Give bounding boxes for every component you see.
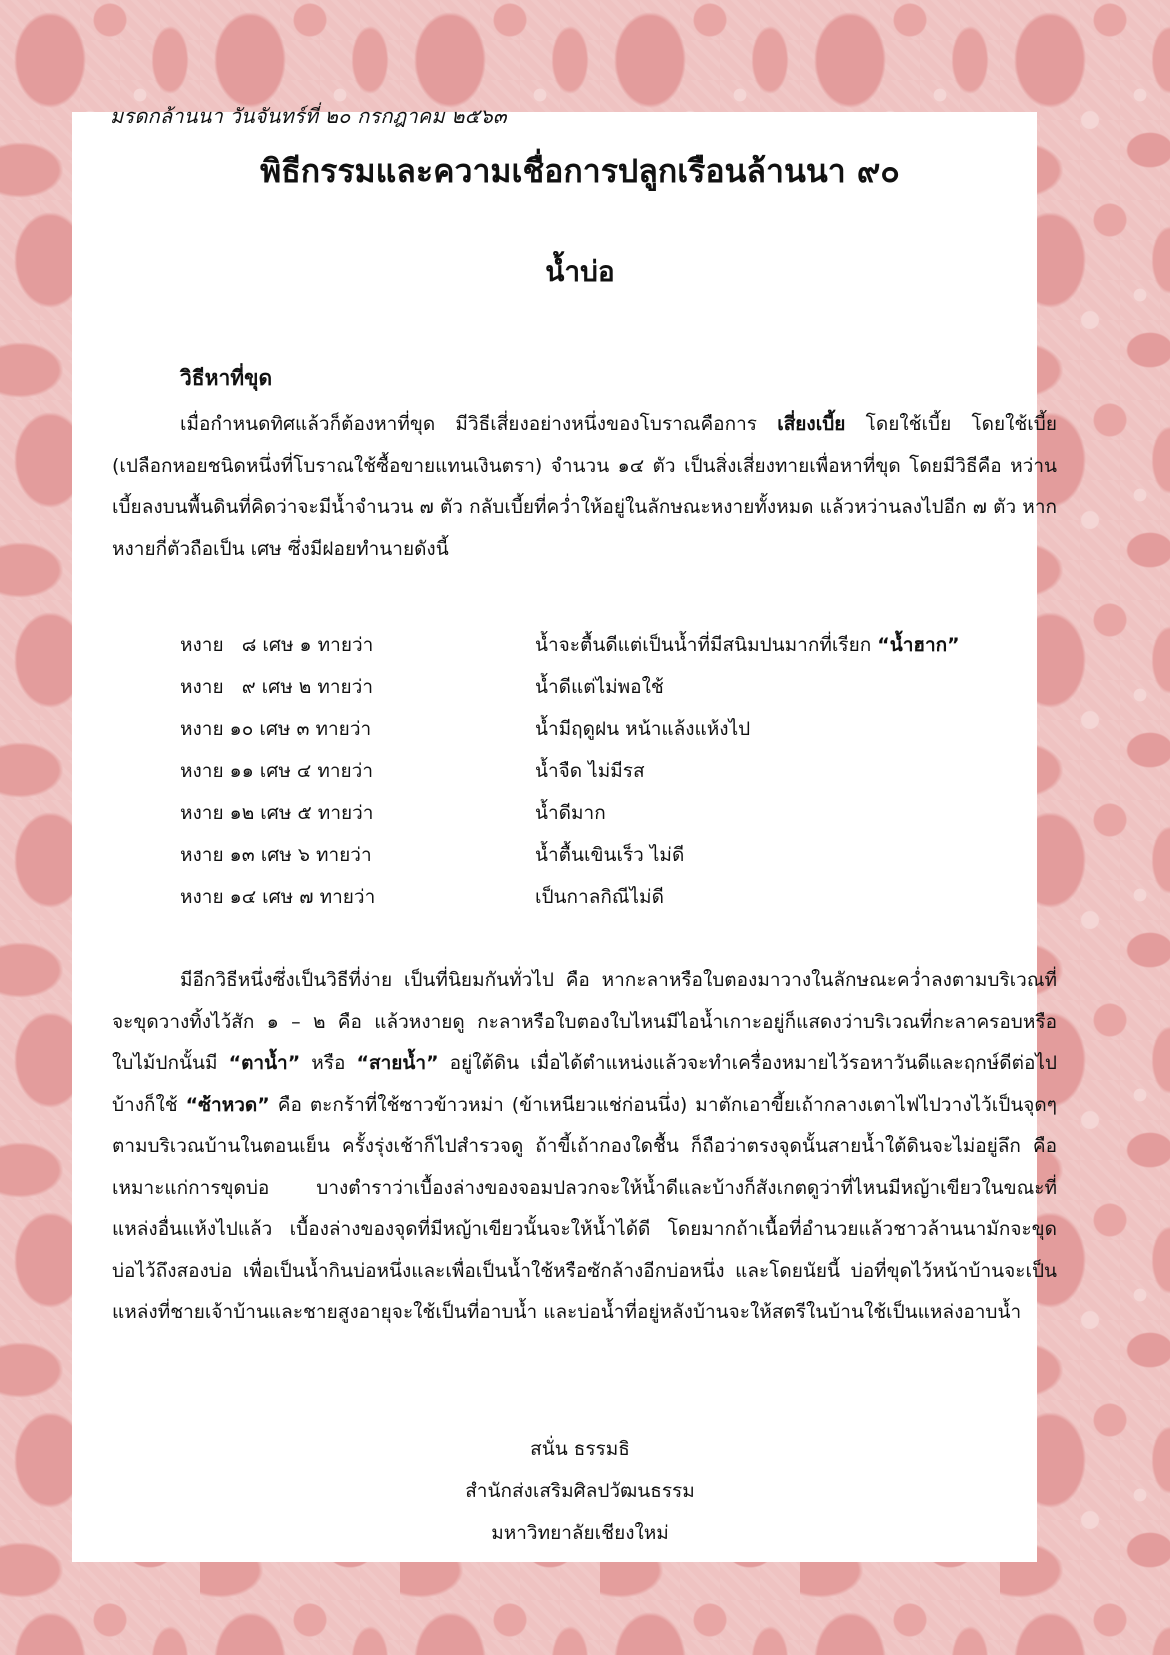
paragraph-divination-method: [112, 404, 1057, 570]
omen-meaning: น้ำดีแต่ไม่พอใช้: [535, 676, 664, 698]
omen-row: [180, 792, 1040, 834]
omen-row: [180, 624, 1040, 666]
bold-term: “ซ้าหวด”: [185, 1093, 270, 1116]
paragraph-text: โดยใช้เบี้ย โดยใช้เบี้ย (เปลือกหอยชนิดหนึ่งที่โบราณใช้ซื้อขายแทนเงินตรา) จำนวน ๑๔ ตัว เป็นสิ่งเสี่ยงทายเพื่อหาที่ขุด โดยมีวิธีคือ หว่านเบี้ยลงบนพื้นดินที่คิดว่าจะมีน้ำจำนวน ๗ ตัว กลับเบี้ยที่คว่ำให้อยู่ในลักษณะหงายทั้งหมด แล้วหว่านลงไปอีก ๗ ตัว หากหงายกี่ตัวถือเป็น เศษ ซึ่งมีฝอยทำนายดังนี้: [112, 413, 1057, 560]
omen-row: [180, 876, 1040, 918]
omen-meaning: น้ำดีมาก: [535, 802, 606, 824]
signature-block: [0, 1428, 1170, 1554]
series-date-header: มรดกล้านนา วันจันทร์ที่ ๒๐ กรกฎาคม ๒๕๖๓: [110, 104, 507, 128]
paragraph-text: มีอีกวิธีหนึ่งซึ่งเป็นวิธีที่ง่าย เป็นที่นิยมกันทั่วไป คือ หากะลาหรือใบตองมาวางในลักษณะคว่ำลงตามบริเวณที่จะขุดวางทิ้งไว้สัก ๑ – ๒ คือ แล้วหงายดู กะลาหรือใบตองใบไหนมีไอน้ำเกาะอยู่ก็แสดงว่าบริเวณที่กะลาครอบหรือใบไม้ปกนั้นมี: [112, 969, 1057, 1074]
omen-meaning: น้ำมีฤดูฝน หน้าแล้งแห้งไป: [535, 718, 751, 740]
paragraph-text: อยู่ใต้ดิน เมื่อได้ตำแหน่งแล้วจะทำเครื่องหมายไว้รอหาวันดีและฤกษ์ดีต่อไป บ้างก็ใช้: [112, 1052, 1057, 1116]
omen-row: [180, 750, 1040, 792]
bold-term: “สายน้ำ”: [356, 1052, 439, 1074]
omen-list: [180, 624, 1040, 918]
omen-meaning: [535, 630, 1040, 660]
omen-meaning-bold: “น้ำฮาก”: [877, 634, 960, 656]
omen-meaning: เป็นกาลกิณีไม่ดี: [535, 886, 664, 908]
omen-count: หงาย ๑๐ เศษ ๓ ทายว่า: [180, 718, 372, 740]
omen-row: [180, 708, 1040, 750]
omen-count: หงาย ๑๑ เศษ ๔ ทายว่า: [180, 760, 374, 782]
omen-count: หงาย ๙ เศษ ๒ ทายว่า: [180, 676, 374, 698]
author-office: สำนักส่งเสริมศิลปวัฒนธรรม: [465, 1480, 695, 1502]
omen-count: หงาย ๑๒ เศษ ๕ ทายว่า: [180, 802, 374, 824]
omen-count: หงาย ๑๓ เศษ ๖ ทายว่า: [180, 844, 372, 866]
paragraph-text: คือ ตะกร้าที่ใช้ซาวข้าวหม่า (ข้าเหนียวแช่ก่อนนึ่ง) มาตักเอาขี้ยเถ้ากลางเตาไฟไปวางไว้เป็นจุดๆ ตามบริเวณบ้านในตอนเย็น ครั้งรุ่งเช้าก็ไปสำรวจดู ถ้าขี้เถ้ากองใดชื้น ก็ถือว่าตรงจุดนั้นสายน้ำใต้ดินจะไม่อยู่ลึก คือเหมาะแก่การขุดบ่อ บางตำราว่าเบื้องล่างของจอมปลวกจะให้น้ำดีและบ้างก็สังเกตดูว่าที่ไหนมีหญ้าเขียวในขณะที่แหล่งอื่นแห้งไปแล้ว เบื้องล่างของจุดที่มีหญ้าเขียวนั้นจะให้น้ำได้ดี โดยมากถ้าเนื้อที่อำนวยแล้วชาวล้านนามักจะขุดบ่อไว้ถึงสองบ่อ เพื่อเป็นน้ำกินบ่อหนึ่งและเพื่อเป็นน้ำใช้หรือซักล้างอีกบ่อหนึ่ง และโดยนัยนี้ บ่อที่ขุดไว้หน้าบ้านจะเป็นแหล่งที่ชายเจ้าบ้านและชายสูงอายุจะใช้เป็นที่อาบน้ำ และบ่อน้ำที่อยู่หลังบ้านจะให้สตรีในบ้านใช้เป็นแหล่งอาบน้ำ: [112, 1093, 1057, 1323]
omen-count: หงาย ๑๔ เศษ ๗ ทายว่า: [180, 886, 376, 908]
omen-row: [180, 834, 1040, 876]
omen-count: หงาย ๘ เศษ ๑ ทายว่า: [180, 634, 374, 656]
bold-term: “ตาน้ำ”: [228, 1052, 301, 1074]
omen-meaning: น้ำตื้นเขินเร็ว ไม่ดี: [535, 844, 685, 866]
author-university: มหาวิทยาลัยเชียงใหม่: [491, 1522, 669, 1544]
document-subtitle: น้ำบ่อ: [545, 255, 615, 288]
section-heading: วิธีหาที่ขุด: [180, 366, 273, 390]
omen-meaning-text: น้ำจะตื้นดีแต่เป็นน้ำที่มีสนิมปนมากที่เรียก: [535, 634, 878, 656]
omen-meaning: น้ำจืด ไม่มีรส: [535, 760, 645, 782]
paragraph-alternative-methods: [112, 960, 1057, 1334]
paragraph-text: เมื่อกำหนดทิศแล้วก็ต้องหาที่ขุด มีวิธีเสี่ยงอย่างหนึ่งของโบราณคือการ: [180, 413, 778, 435]
document-title: พิธีกรรมและความเชื่อการปลูกเรือนล้านนา ๙๐: [260, 152, 900, 190]
paragraph-text: หรือ: [300, 1052, 357, 1074]
author-name: สนั่น ธรรมธิ: [530, 1438, 630, 1460]
omen-row: [180, 666, 1040, 708]
bold-term: เสี่ยงเบี้ย: [777, 413, 846, 435]
